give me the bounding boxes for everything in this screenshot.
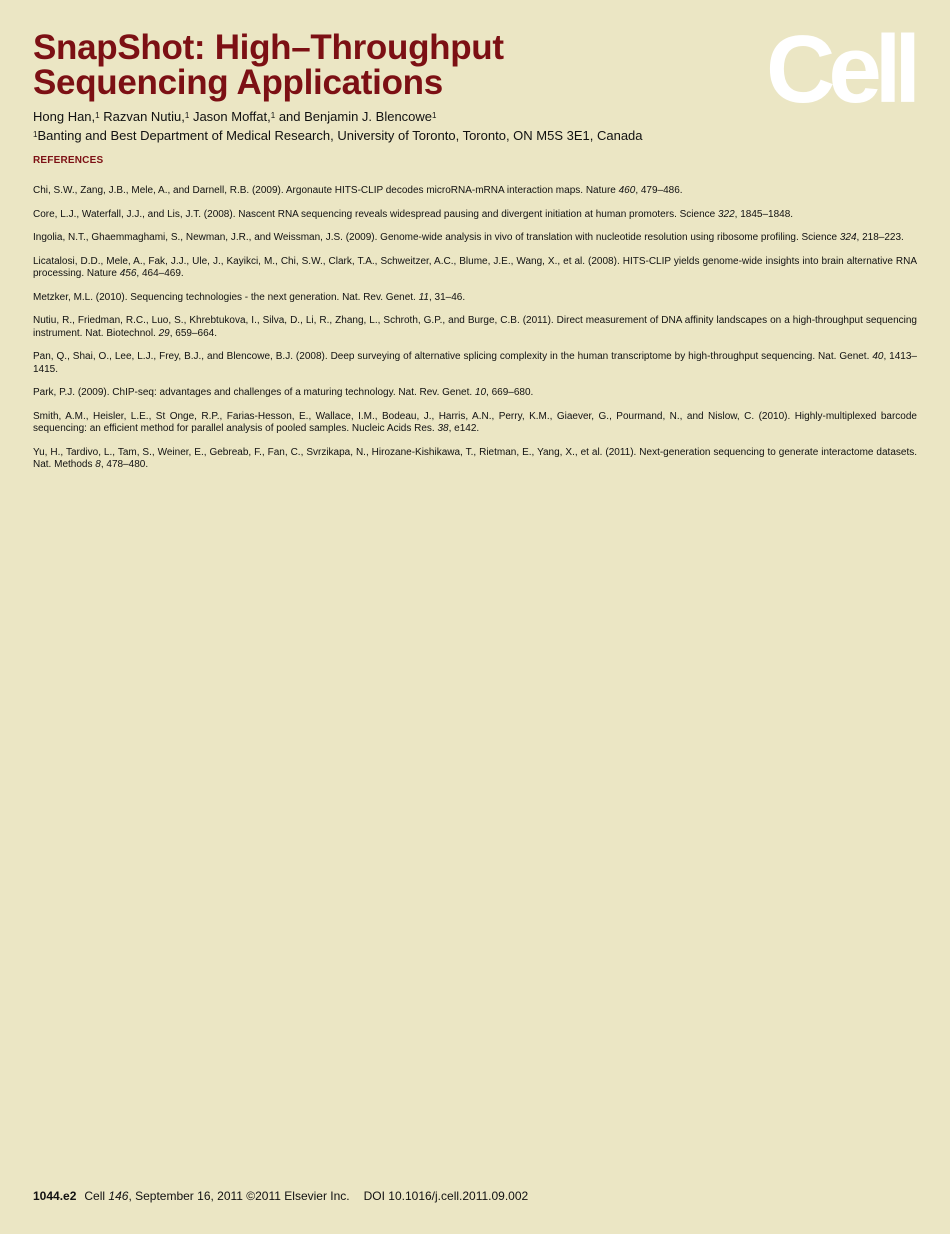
- title-line-1: SnapShot: High–Throughput: [33, 28, 504, 67]
- author-list: [33, 108, 436, 125]
- doi: DOI 10.1016/j.cell.2011.09.002: [363, 1189, 529, 1203]
- reference-item: Smith, A.M., Heisler, L.E., St Onge, R.P., Farias-Hesson, E., Wallace, I.M., Bodeau, J., Harris, A.N., Perry, K.M., Giaever, G., Pourmand, N., and Nislow, C. (2010). Highly-multiplexed barcode sequencing: an efficient method for parallel analysis of pooled samples. Nucleic Acids Res. 38, e142.: [33, 410, 917, 434]
- reference-item: Yu, H., Tardivo, L., Tam, S., Weiner, E., Gebreab, F., Fan, C., Svrzikapa, N., Hirozane-Kishikawa, T., Rietman, E., Yang, X., et al. (2011). Next-generation sequencing to generate interactome datasets. Nat. Methods 8, 478–480.: [33, 446, 917, 470]
- date-copyright: , September 16, 2011 ©2011 Elsevier Inc.: [128, 1189, 350, 1203]
- references-heading: REFERENCES: [33, 155, 104, 166]
- reference-item: Nutiu, R., Friedman, R.C., Luo, S., Khrebtukova, I., Silva, D., Li, R., Zhang, L., Schroth, G.P., and Burge, C.B. (2011). Direct measurement of DNA affinity landscapes on a high-throughput sequencing instrument. Nat. Biotechnol. 29, 659–664.: [33, 315, 917, 339]
- reference-item: Core, L.J., Waterfall, J.J., and Lis, J.T. (2008). Nascent RNA sequencing reveals widespread pausing and divergent initiation at human promoters. Science 322, 1845–1848.: [33, 208, 794, 220]
- reference-item: Ingolia, N.T., Ghaemmaghami, S., Newman, J.R., and Weissman, J.S. (2009). Genome-wide analysis in vivo of translation with nucleotide resolution using ribosome profiling. Science 324, 218–223.: [33, 232, 904, 243]
- reference-item: Chi, S.W., Zang, J.B., Mele, A., and Darnell, R.B. (2009). Argonaute HITS-CLIP decodes microRNA-mRNA interaction maps. Nature 460, 479–486.: [33, 185, 683, 196]
- title-line-2: Sequencing Applications: [33, 63, 443, 102]
- page-number: 1044.e2: [33, 1189, 77, 1203]
- reference-item: Park, P.J. (2009). ChIP-seq: advantages and challenges of a maturing technology. Nat. Rev. Genet. 10, 669–680.: [33, 387, 534, 398]
- reference-item: Pan, Q., Shai, O., Lee, L.J., Frey, B.J., and Blencowe, B.J. (2008). Deep surveying of alternative splicing complexity in the human transcriptome by high-throughput sequencing. Nat. Genet. 40, 1413–1415.: [33, 351, 917, 375]
- cell-logo: Cell: [766, 16, 915, 123]
- author: Razvan Nutiu,$^1$: [99, 109, 190, 124]
- author: Jason Moffat,$^1$: [189, 109, 276, 124]
- author: and Benjamin J. Blencowe$^1$: [275, 109, 437, 124]
- journal-name: Cell: [84, 1189, 109, 1203]
- page-title: [33, 30, 504, 100]
- reference-list: [33, 185, 917, 483]
- reference-item: Metzker, M.L. (2010). Sequencing technologies - the next generation. Nat. Rev. Genet. 11, 31–46.: [33, 291, 466, 303]
- affiliation: $^1$Banting and Best Department of Medical Research, University of Toronto, Toronto, ON M5S 3E1, Canada: [33, 128, 643, 143]
- author: Hong Han,$^1$: [33, 109, 100, 124]
- page-footer: [33, 1189, 528, 1203]
- journal-volume: 146: [108, 1189, 129, 1203]
- reference-item: Licatalosi, D.D., Mele, A., Fak, J.J., Ule, J., Kayikci, M., Chi, S.W., Clark, T.A., Schweitzer, A.C., Blume, J.E., Wang, X., et al. (2008). HITS-CLIP yields genome-wide insights into brain alternative RNA processing. Nature 456, 464–469.: [33, 255, 917, 279]
